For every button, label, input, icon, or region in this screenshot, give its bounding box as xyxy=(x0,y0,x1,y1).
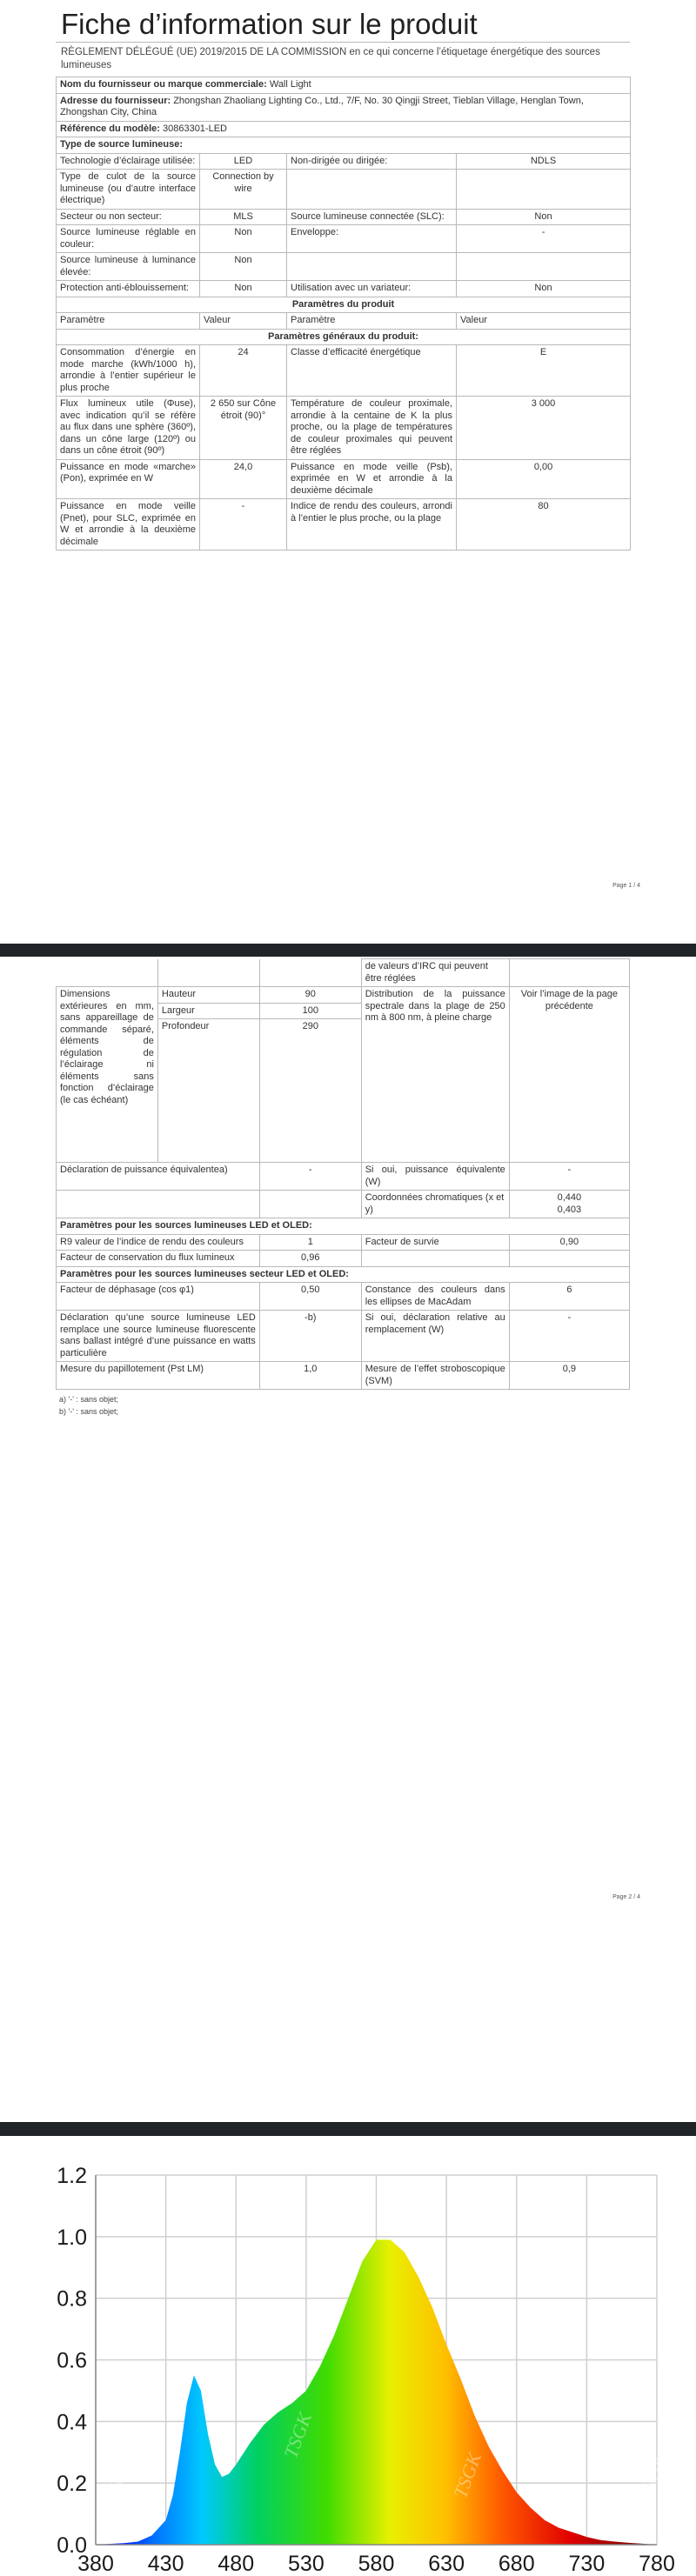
footnote: a) '-' : sans objet; xyxy=(59,1395,118,1404)
y-tick-label: 0.6 xyxy=(57,2348,87,2373)
page-separator xyxy=(0,2122,696,2136)
supplier-address-label: Adresse du fournisseur: xyxy=(60,95,171,106)
y-tick-label: 0.0 xyxy=(57,2533,87,2558)
section-led-oled: Paramètres pour les sources lumineuses LED et OLED: xyxy=(57,1218,630,1235)
dimensions-row: Largeur 100 xyxy=(57,1003,630,1019)
spectrum-series xyxy=(96,2239,657,2545)
continued-row: de valeurs d’IRC qui peuvent être réglées xyxy=(57,959,630,987)
x-tick-label: 680 xyxy=(498,2552,535,2576)
document-page-2 xyxy=(0,957,696,2122)
supplier-name-row xyxy=(57,77,631,94)
general-row: Puissance en mode «marche» (Pon), exprimée en W 24,0 Puissance en mode veille (Psb), exprimée en W et arrondie à la deuxième décimale 0,00 xyxy=(57,459,631,499)
spectral-power-chart xyxy=(0,2136,696,2576)
supplier-name: Wall Light xyxy=(269,79,311,90)
info-table-page-2 xyxy=(56,958,630,1390)
source-row: Technologie d’éclairage utilisée: LED Non-dirigée ou dirigée: NDLS xyxy=(57,153,631,170)
info-table-page-1 xyxy=(56,77,631,551)
led-row: Facteur de conservation du flux lumineux 0,96 xyxy=(57,1251,630,1267)
model-label: Référence du modèle: xyxy=(60,123,160,134)
chromaticity-row: Coordonnées chromatiques (x et y) 0,440 0,403 xyxy=(57,1191,630,1218)
y-tick-label: 0.8 xyxy=(57,2286,87,2312)
supplier-address: Zhongshan Zhaoliang Lighting Co., Ltd., 7/F, No. 30 Qingji Street, Tieblan Village, Henglan Town, Zhongshan City, China xyxy=(60,95,584,117)
x-tick-label: 380 xyxy=(77,2552,114,2576)
footnotes xyxy=(56,1393,630,1418)
source-row: Source lumineuse à luminance élevée: Non xyxy=(57,253,631,281)
x-tick-label: 430 xyxy=(147,2552,184,2576)
mains-row: Mesure du papillotement (Pst LM) 1,0 Mesure de l’effet stroboscopique (SVM) 0,9 xyxy=(57,1362,630,1390)
watermark-text: TSGK xyxy=(101,2451,138,2503)
watermark-text: TSGK xyxy=(279,2409,317,2461)
watermark-text: TSGK xyxy=(449,2449,486,2501)
y-tick-label: 0.2 xyxy=(57,2472,87,2497)
section-product-params: Paramètres du produit xyxy=(57,297,631,313)
x-tick-label: 530 xyxy=(288,2552,325,2576)
x-tick-label: 630 xyxy=(428,2552,465,2576)
source-row: Protection anti-éblouissement: Non Utilisation avec un variateur: Non xyxy=(57,281,631,297)
section-led-mains: Paramètres pour les sources lumineuses secteur LED et OLED: xyxy=(57,1266,630,1283)
supplier-address-row xyxy=(57,93,631,121)
supplier-name-label: Nom du fournisseur ou marque commerciale: xyxy=(60,79,267,90)
section-general-params: Paramètres généraux du produit: xyxy=(57,329,631,345)
page-number: Page 2 / 4 xyxy=(612,1894,640,1900)
y-tick-label: 0.4 xyxy=(57,2410,87,2435)
led-row: R9 valeur de l’indice de rendu des couleurs 1 Facteur de survie 0,90 xyxy=(57,1234,630,1251)
page-title: Fiche d’information sur le produit xyxy=(56,7,630,43)
model-row xyxy=(57,121,631,137)
product-info-sheet xyxy=(56,7,630,551)
footnote: b) '-' : sans objet; xyxy=(59,1407,118,1416)
source-row: Secteur ou non secteur: MLS Source lumineuse connectée (SLC): Non xyxy=(57,209,631,225)
mains-row: Facteur de déphasage (cos φ1) 0,50 Constance des couleurs dans les ellipses de MacAdam 6 xyxy=(57,1283,630,1311)
x-tick-label: 480 xyxy=(218,2552,255,2576)
mains-row: Déclaration qu’une source lumineuse LED remplace une source lumineuse fluorescente sans ballast intégré d’une puissance en watts particulière -b) Si oui, déclaration relative au remplacement (W) - xyxy=(57,1311,630,1362)
x-tick-label: 780 xyxy=(639,2552,675,2576)
watermark-text: TSGK xyxy=(634,2451,672,2503)
spectrum-area xyxy=(96,2239,657,2545)
column-headers: Paramètre Valeur Paramètre Valeur xyxy=(57,313,631,330)
equivalent-power-row: Déclaration de puissance équivalentea) - Si oui, puissance équivalente (W) - xyxy=(57,1163,630,1191)
dimensions-label: Dimensions extérieures en mm, sans appareillage de commande séparé, éléments de régulation de l’éclairage ni éléments sans fonction d’éclairage (le cas échéant) xyxy=(57,987,158,1163)
regulation-text: RÈGLEMENT DÉLÉGUÉ (UE) 2019/2015 DE LA COMMISSION en ce qui concerne l’étiquetage énergétique des sources lumineuses xyxy=(61,47,600,70)
section-source-type: Type de source lumineuse: xyxy=(57,137,631,154)
source-row: Type de culot de la source lumineuse (ou d’autre interface électrique) Connection by wire xyxy=(57,170,631,210)
page-separator xyxy=(0,944,696,957)
page-number: Page 1 / 4 xyxy=(612,883,640,889)
product-info-sheet-continued xyxy=(56,958,630,1418)
general-row: Flux lumineux utile (Φuse), avec indication qu’il se réfère au flux dans une sphère (360º), dans un cône large (120º) ou dans un cône étroit (90º) 2 650 sur Cône étroit (90)° Température de couleur proximale, arrondie à la centaine de K la plus proche, ou la plage de températures de couleur proximales qui peuvent être réglées 3 000 xyxy=(57,397,631,460)
general-row: Puissance en mode veille (Pnet), pour SLC, exprimée en W et arrondie à la deuxième décimale - Indice de rendu des couleurs, arrondi à l’entier le plus proche, ou la plage 80 xyxy=(57,499,631,551)
model-reference: 30863301-LED xyxy=(162,123,227,134)
y-tick-label: 1.0 xyxy=(57,2225,87,2250)
spectrum-chart-panel xyxy=(0,2136,696,2576)
x-tick-label: 730 xyxy=(568,2552,606,2576)
dimensions-row: Profondeur 290 xyxy=(57,1019,630,1163)
general-row: Consommation d’énergie en mode marche (kWh/1000 h), arrondie à l’entier supérieur le plus proche 24 Classe d’efficacité énergétique E xyxy=(57,345,631,397)
y-tick-label: 1.2 xyxy=(57,2164,87,2188)
dimensions-row: Dimensions extérieures en mm, sans appareillage de commande séparé, éléments de régulation de l’éclairage ni éléments sans fonction d’éclairage (le cas échéant) Hauteur 90 Distribution de la puissance spectrale dans la plage de 250 nm à 800 nm, à pleine charge Voir l’image de la page précédente xyxy=(57,987,630,1004)
x-tick-label: 580 xyxy=(358,2552,395,2576)
document-page-1 xyxy=(0,0,696,944)
source-row: Source lumineuse réglable en couleur: Non Enveloppe: - xyxy=(57,225,631,253)
